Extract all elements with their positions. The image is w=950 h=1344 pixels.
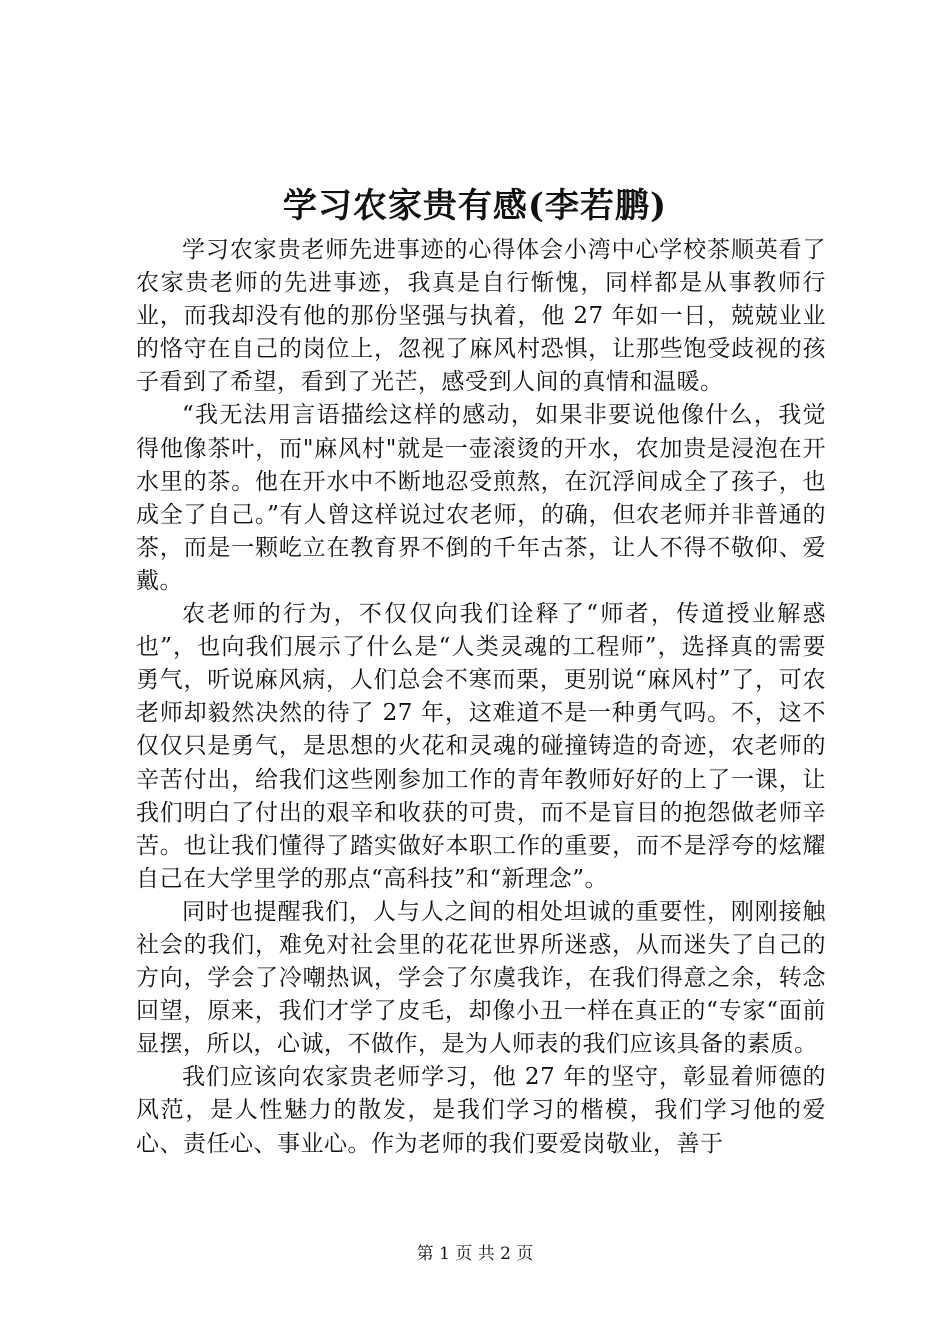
document-body (136, 234, 826, 1161)
paragraph-5: 我们应该向农家贵老师学习，他 27 年的坚守，彰显着师德的风范，是人性魅力的散发，是我们学习的楷模，我们学习他的爱心、责任心、事业心。作为老师的我们要爱岗敬业，善于 (136, 1064, 826, 1157)
document-title: 学习农家贵有感(李若鹏) (282, 186, 668, 226)
paragraph-2: “我无法用言语描绘这样的感动，如果非要说他像什么，我觉得他像茶叶，而"麻风村"就是一壶滚烫的开水，农加贵是浸泡在开水里的茶。他在开水中不断地忍受煎熬，在沉浮间成全了孩子，也成全了自己。”有人曾这样说过农老师，的确，但农老师并非普通的茶，而是一颗屹立在教育界不倒的千年古茶，让人不得不敬仰、爱戴。 (136, 402, 826, 594)
paragraph-1: 学习农家贵老师先进事迹的心得体会小湾中心学校茶顺英看了农家贵老师的先进事迹，我真是自行惭愧，同样都是从事教师行业，而我却没有他的那份坚强与执着，他 27 年如一日，兢兢业业的恪守在自己的岗位上，忽视了麻风村恐惧，让那些饱受歧视的孩子看到了希望，看到了光芒，感受到人间的真情和温暖。 (136, 237, 826, 396)
paragraph-4: 同时也提醒我们，人与人之间的相处坦诚的重要性，刚刚接触社会的我们，难免对社会里的花花世界所迷惑，从而迷失了自己的方向，学会了冷嘲热讽，学会了尔虞我诈，在我们得意之余，转念回望，原来，我们才学了皮毛，却像小丑一样在真正的“专家“面前显摆，所以，心诚，不做作，是为人师表的我们应该具备的素质。 (136, 898, 826, 1058)
page-number-footer: 第 1 页 共 2 页 (416, 1244, 534, 1264)
paragraph-3: 农老师的行为，不仅仅向我们诠释了“师者，传道授业解惑也”，也向我们展示了什么是“人类灵魂的工程师”，选择真的需要勇气，听说麻风病，人们总会不寒而栗，更别说“麻风村”了，可农老师却毅然决然的待了 27 年，这难道不是一种勇气吗。不，这不仅仅只是勇气，是思想的火花和灵魂的碰撞铸造的奇迹，农老师的辛苦付出，给我们这些刚参加工作的青年教师好好的上了一课，让我们明白了付出的艰辛和收获的可贵，而不是盲目的抱怨做老师辛苦。也让我们懂得了踏实做好本职工作的重要，而不是浮夸的炫耀自己在大学里学的那点“高科技”和“新理念”。 (136, 601, 826, 892)
